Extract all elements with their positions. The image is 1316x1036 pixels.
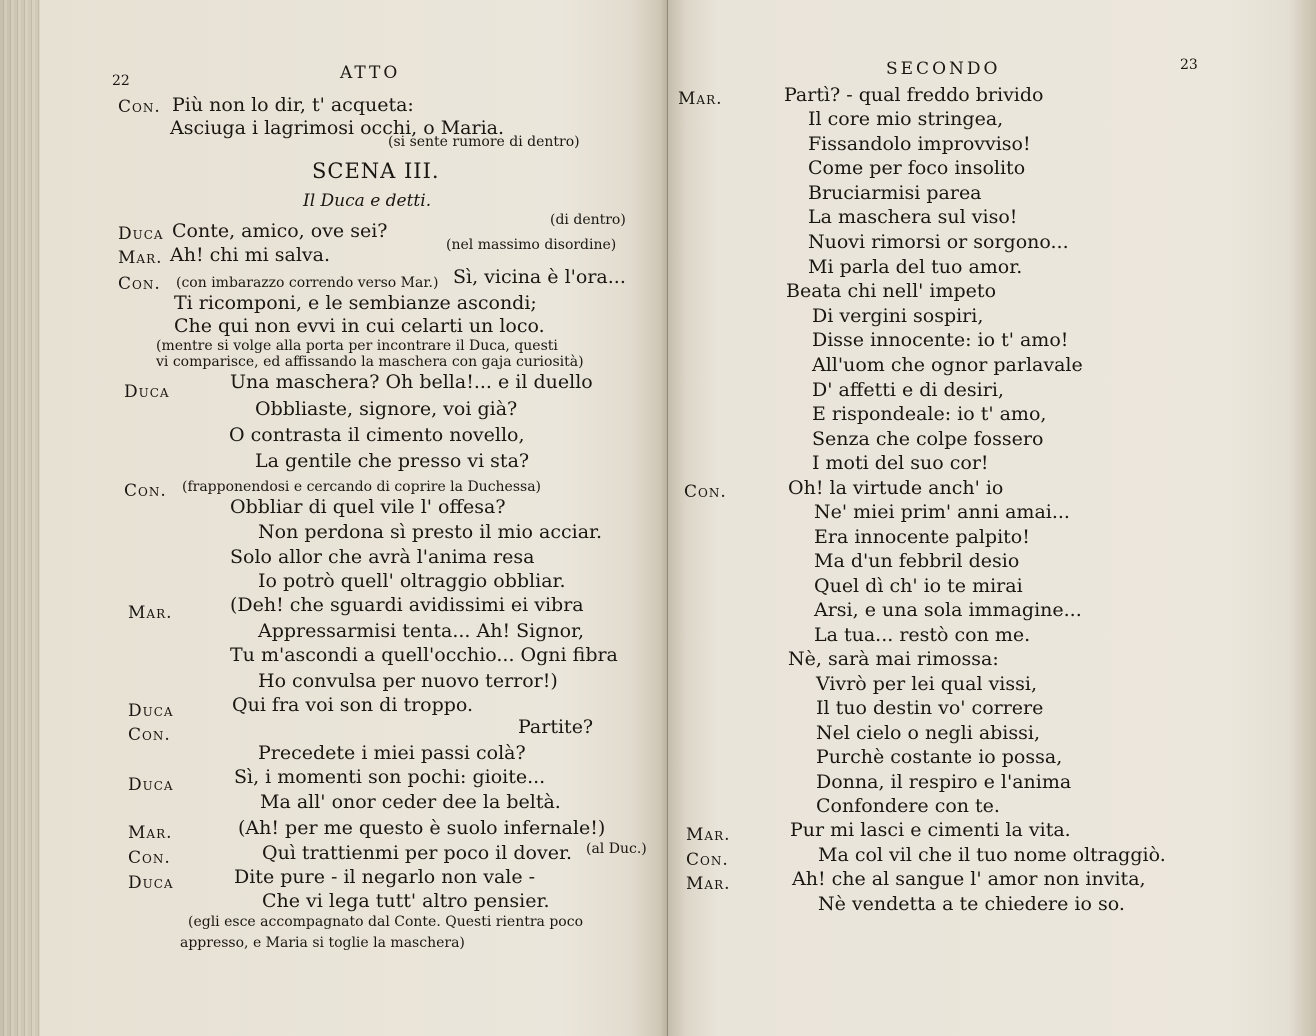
- verse-line: Che qui non evvi in cui celarti un loco.: [174, 315, 545, 337]
- verse-line: La tua... restò con me.: [814, 624, 1031, 646]
- verse-line: All'uom che ognor parlavale: [812, 354, 1083, 376]
- verse-line: Purchè costante io possa,: [816, 746, 1063, 768]
- verse-line: Fissandolo improvviso!: [808, 133, 1031, 155]
- speaker: Mar.: [686, 874, 731, 894]
- verse-line: Il tuo destin vo' correre: [816, 697, 1044, 719]
- verse-line: Nè, sarà mai rimossa:: [788, 648, 999, 670]
- verse-line: Il core mio stringea,: [808, 108, 1004, 130]
- speaker: Mar.: [128, 823, 173, 843]
- speaker: Mar.: [118, 248, 163, 268]
- speaker: Mar.: [678, 89, 723, 109]
- stage-direction: (mentre si volge alla porta per incontrare il Duca, questi: [156, 338, 558, 354]
- verse-line: Appressarmisi tenta... Ah! Signor,: [258, 620, 585, 642]
- verse-line: Ti ricomponi, e le sembianze ascondi;: [174, 292, 537, 314]
- verse-line: Qui fra voi son di troppo.: [232, 694, 474, 716]
- verse-line: Più non lo dir, t' acqueta:: [172, 94, 414, 116]
- speaker: Con.: [684, 482, 727, 502]
- verse-line: Ma all' onor ceder dee la beltà.: [260, 791, 561, 813]
- verse-line: Ho convulsa per nuovo terror!): [258, 670, 558, 692]
- verse-line: Solo allor che avrà l'anima resa: [230, 546, 535, 568]
- speaker: Duca: [118, 224, 164, 244]
- verse-line: Partite?: [518, 716, 594, 738]
- verse-line: (Ah! per me questo è suolo infernale!): [238, 817, 606, 839]
- verse-line: Confondere con te.: [816, 795, 1000, 817]
- speaker: Con.: [128, 725, 171, 745]
- stage-direction: appresso, e Maria si toglie la maschera): [180, 935, 465, 951]
- verse-line: (Deh! che sguardi avidissimi ei vibra: [230, 594, 584, 616]
- verse-line: Ah! che al sangue l' amor non invita,: [792, 868, 1146, 890]
- speaker: Duca: [124, 382, 170, 402]
- scene-title: SCENA III.: [312, 159, 440, 183]
- running-head: SECONDO: [886, 59, 1001, 79]
- verse-line: Senza che colpe fossero: [812, 428, 1044, 450]
- verse-line: Una maschera? Oh bella!... e il duello: [230, 371, 593, 393]
- verse-line: Io potrò quell' oltraggio obbliar.: [258, 570, 566, 592]
- verse-line: Asciuga i lagrimosi occhi, o Maria.: [170, 117, 505, 139]
- verse-line: Conte, amico, ove sei?: [172, 220, 388, 242]
- verse-line: Nuovi rimorsi or sorgono...: [808, 231, 1069, 253]
- speaker: Con.: [118, 97, 161, 117]
- verse-line: Dite pure - il negarlo non vale -: [234, 866, 536, 888]
- verse-line: Mi parla del tuo amor.: [808, 256, 1023, 278]
- stage-direction: (frapponendosi e cercando di coprire la Duchessa): [182, 479, 542, 495]
- verse-line: Di vergini sospiri,: [812, 305, 984, 327]
- verse-line: Nè vendetta a te chiedere io so.: [818, 893, 1125, 915]
- page-edges: [0, 0, 40, 1036]
- verse-line: Era innocente palpito!: [814, 526, 1030, 548]
- speaker: Duca: [128, 873, 174, 893]
- verse-line: Tu m'ascondi a quell'occhio... Ogni fibra: [230, 644, 618, 666]
- stage-direction: (nel massimo disordine): [446, 237, 617, 253]
- verse-line: Obbliaste, signore, voi già?: [255, 398, 518, 420]
- stage-direction: (si sente rumore di dentro): [388, 134, 580, 150]
- speaker: Con.: [128, 848, 171, 868]
- verse-line: Vivrò per lei qual vissi,: [816, 673, 1037, 695]
- page-number: 23: [1180, 57, 1198, 73]
- verse-line: Disse innocente: io t' amo!: [812, 329, 1069, 351]
- verse-line: La maschera sul viso!: [808, 206, 1018, 228]
- verse-line: Ne' miei prim' anni amai...: [814, 501, 1070, 523]
- speaker: Con.: [686, 850, 729, 870]
- page-number: 22: [112, 73, 130, 89]
- verse-line: Donna, il respiro e l'anima: [816, 771, 1072, 793]
- verse-line: Che vi lega tutt' altro pensier.: [262, 890, 550, 912]
- verse-line: Quel dì ch' io te mirai: [814, 575, 1023, 597]
- speaker: Mar.: [686, 825, 731, 845]
- verse-line: Pur mi lasci e cimenti la vita.: [790, 819, 1071, 841]
- verse-line: E rispondeale: io t' amo,: [812, 403, 1047, 425]
- verse-line: La gentile che presso vi sta?: [255, 450, 530, 472]
- verse-line: D' affetti e di desiri,: [812, 379, 1004, 401]
- verse-line: Nel cielo o negli abissi,: [816, 722, 1041, 744]
- running-head: ATTO: [340, 63, 401, 83]
- verse-line: Come per foco insolito: [808, 157, 1026, 179]
- verse-line: Ah! chi mi salva.: [170, 244, 331, 266]
- right-page: [668, 0, 1316, 1036]
- verse-line: Ma col vil che il tuo nome oltraggiò.: [818, 844, 1166, 866]
- stage-direction: (egli esce accompagnato dal Conte. Questi rientra poco: [188, 914, 584, 930]
- verse-line: Beata chi nell' impeto: [786, 280, 997, 302]
- speaker: Duca: [128, 701, 174, 721]
- verse-line: Oh! la virtude anch' io: [788, 477, 1004, 499]
- verse-line: Bruciarmisi parea: [808, 182, 982, 204]
- stage-direction: (con imbarazzo correndo verso Mar.): [176, 275, 439, 291]
- verse-line: Ma d'un febbril desio: [814, 550, 1020, 572]
- stage-direction: (al Duc.): [586, 841, 647, 857]
- verse-line: O contrasta il cimento novello,: [229, 424, 525, 446]
- verse-line: Quì trattienmi per poco il dover.: [262, 842, 572, 864]
- speaker: Mar.: [128, 603, 173, 623]
- speaker: Con.: [118, 274, 161, 294]
- verse-line: Partì? - qual freddo brivido: [784, 84, 1044, 106]
- stage-direction: vi comparisce, ed affissando la maschera con gaja curiosità): [156, 354, 584, 370]
- verse-line: Obbliar di quel vile l' offesa?: [230, 496, 506, 518]
- verse-line: Precedete i miei passi colà?: [258, 742, 526, 764]
- scene-characters: Il Duca e detti.: [303, 191, 432, 211]
- verse-line: I moti del suo cor!: [812, 452, 989, 474]
- speaker: Con.: [124, 481, 167, 501]
- verse-line: Sì, vicina è l'ora...: [453, 266, 626, 288]
- verse-line: Arsi, e una sola immagine...: [814, 599, 1082, 621]
- stage-direction: (di dentro): [550, 212, 626, 228]
- speaker: Duca: [128, 775, 174, 795]
- verse-line: Non perdona sì presto il mio acciar.: [258, 521, 603, 543]
- verse-line: Sì, i momenti son pochi: gioite...: [234, 766, 546, 788]
